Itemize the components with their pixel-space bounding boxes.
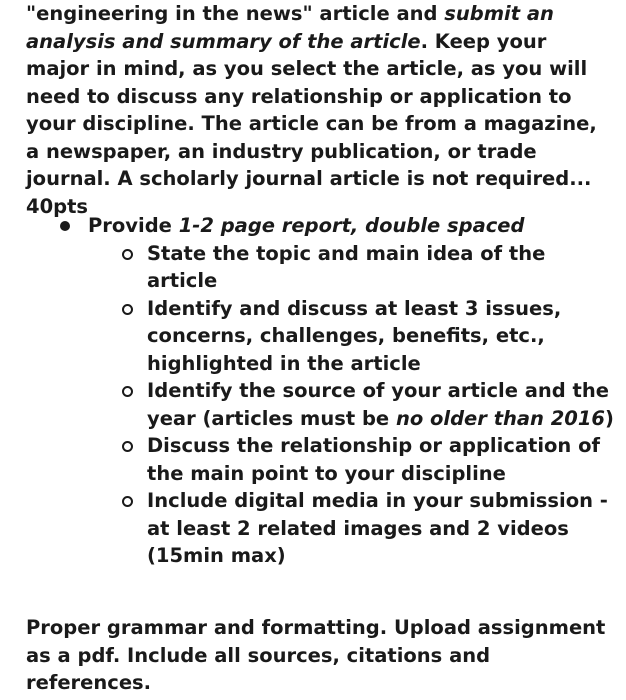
sub-item-tail: ) xyxy=(605,406,614,430)
sub-item-text: State the topic and main idea of the article xyxy=(147,241,546,292)
list-item xyxy=(117,295,618,378)
closing-paragraph: Proper grammar and formatting. Upload assignment as a pdf. Include all sources, citations and references. xyxy=(26,616,606,694)
hollow-bullet-icon xyxy=(122,304,133,315)
sub-list-container xyxy=(58,240,618,570)
hollow-bullet-icon xyxy=(122,386,133,397)
list-item xyxy=(117,377,618,432)
bullet-emphasis: 1-2 page report, double spaced xyxy=(178,214,525,237)
hollow-bullet-icon xyxy=(122,496,133,507)
sub-item-text: Discuss the relationship or application of the main point to your discipline xyxy=(147,434,600,485)
hollow-bullet-icon xyxy=(122,249,133,260)
list-item xyxy=(117,240,618,295)
list-item xyxy=(58,212,618,240)
sub-item-text: Include digital media in your submission - at least 2 related images and 2 videos (15min max) xyxy=(147,489,608,567)
bullet-dot-icon xyxy=(60,221,70,231)
intro-paragraph xyxy=(26,0,616,220)
sub-item-emphasis: no older than 2016 xyxy=(395,406,605,430)
sub-item-text: Identify the source of your article and the year (articles must be xyxy=(147,379,609,430)
requirements-list xyxy=(58,212,618,570)
sub-item-text: Identify and discuss at least 3 issues, concerns, challenges, benefits, etc., highlighted in the article xyxy=(147,296,562,375)
intro-emphasis: submit an analysis and summary of the article xyxy=(26,2,554,53)
intro-text-start: "engineering in the news" article and xyxy=(26,2,445,25)
list-item xyxy=(117,432,618,487)
intro-text-end: . Keep your major in mind, as you select the article, as you will need to discuss any relationship or application to your discipline. The article can be from a magazine, a newspaper, an industry publication, or trade journal. A scholarly journal article is not required... 40pts xyxy=(26,29,597,218)
sub-requirements-list xyxy=(58,240,618,570)
bullet-lead: Provide xyxy=(88,214,179,237)
hollow-bullet-icon xyxy=(122,441,133,452)
list-item xyxy=(117,487,618,570)
